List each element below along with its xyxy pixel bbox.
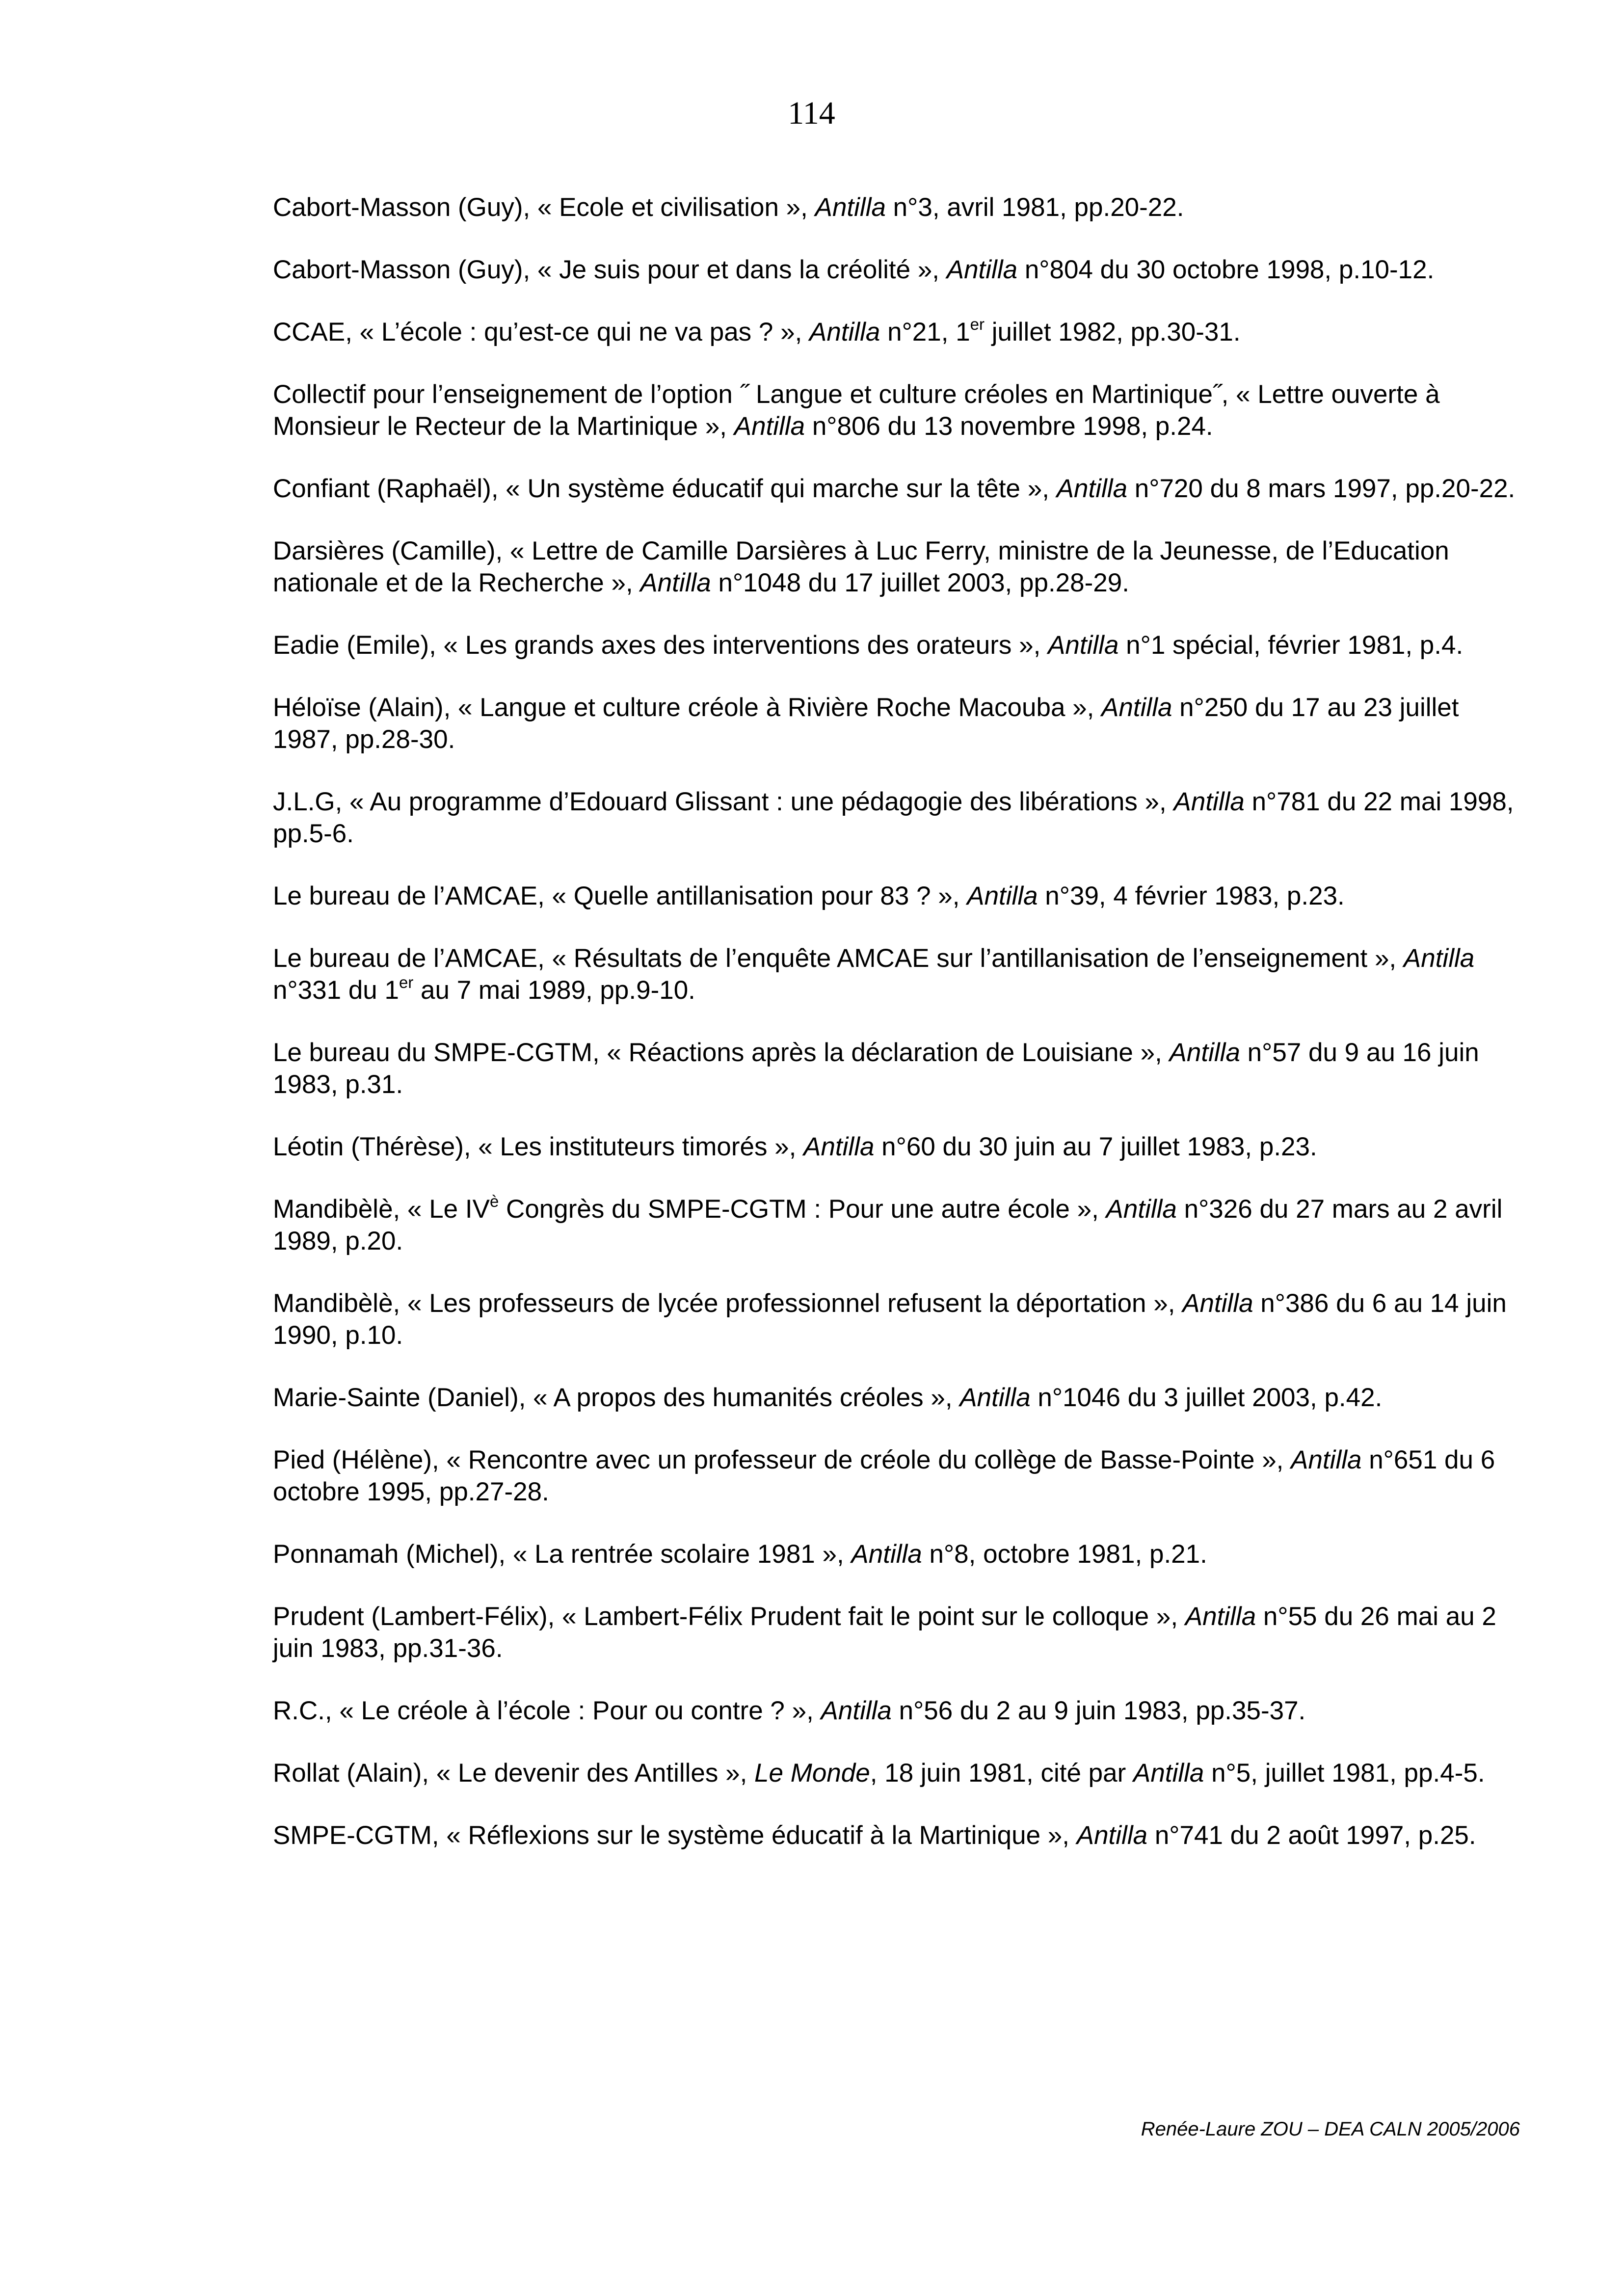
publication-title: Antilla — [1169, 1038, 1240, 1067]
bibliography-entry — [273, 1819, 1519, 1851]
bibliography-entry — [273, 1695, 1519, 1727]
publication-title: Antilla — [734, 412, 805, 441]
entry-text: Mandibèlè, « Les professeurs de lycée professionnel refusent la déportation », — [273, 1289, 1183, 1318]
bibliography-entry — [273, 629, 1519, 661]
bibliography-entry — [273, 1444, 1519, 1508]
publication-title: Antilla — [1056, 474, 1128, 503]
publication-title: Antilla — [1133, 1759, 1204, 1788]
entry-text: n°331 du 1 — [273, 976, 399, 1005]
bibliography-entry — [273, 1382, 1519, 1414]
entry-text: au 7 mai 1989, pp.9-10. — [413, 976, 695, 1005]
publication-title: Antilla — [1076, 1821, 1148, 1850]
entry-text: Léotin (Thérèse), « Les instituteurs timorés », — [273, 1132, 804, 1161]
entry-text: Collectif pour l’enseignement de l’option ˝ Langue et culture créoles en Martinique˝, « Lettre ouverte à Monsieur le Recteur de la Martinique », — [273, 380, 1440, 441]
entry-text: n°21, 1 — [880, 318, 970, 347]
entry-text: Marie-Sainte (Daniel), « A propos des humanités créoles », — [273, 1383, 960, 1412]
entry-text: SMPE-CGTM, « Réflexions sur le système éducatif à la Martinique », — [273, 1821, 1077, 1850]
entry-text: Héloïse (Alain), « Langue et culture créole à Rivière Roche Macouba », — [273, 693, 1102, 722]
page-number: 114 — [788, 95, 835, 131]
entry-text: Darsières (Camille), « Lettre de Camille Darsières à Luc Ferry, ministre de la Jeunesse, de l’Education nationale et de la Recherche », — [273, 536, 1449, 597]
publication-title: Le Monde — [754, 1759, 870, 1788]
publication-title: Antilla — [815, 193, 886, 222]
entry-text: n°326 du 27 mars au 2 avril 1989, p.20. — [273, 1195, 1503, 1255]
publication-title: Antilla — [1106, 1195, 1177, 1224]
entry-text: n°3, avril 1981, pp.20-22. — [885, 193, 1184, 222]
entry-text: n°1048 du 17 juillet 2003, pp.28-29. — [711, 568, 1129, 597]
publication-title: Antilla — [803, 1132, 875, 1161]
superscript: è — [489, 1192, 499, 1210]
entry-text: Mandibèlè, « Le IV — [273, 1195, 490, 1224]
entry-text: Confiant (Raphaël), « Un système éducatif qui marche sur la tête », — [273, 474, 1057, 503]
entry-text: Cabort-Masson (Guy), « Je suis pour et dans la créolité », — [273, 255, 947, 284]
entry-text: Cabort-Masson (Guy), « Ecole et civilisation », — [273, 193, 815, 222]
publication-title: Antilla — [851, 1540, 922, 1569]
bibliography-entry — [273, 1131, 1519, 1163]
entry-text: n°386 du 6 au 14 juin 1990, p.10. — [273, 1289, 1507, 1350]
entry-text: Rollat (Alain), « Le devenir des Antilles », — [273, 1759, 755, 1788]
bibliography-list — [273, 191, 1519, 1882]
publication-title: Antilla — [967, 881, 1038, 910]
entry-text: Le bureau du SMPE-CGTM, « Réactions après la déclaration de Louisiane », — [273, 1038, 1170, 1067]
entry-text: n°804 du 30 octobre 1998, p.10-12. — [1017, 255, 1435, 284]
entry-text: n°250 du 17 au 23 juillet 1987, pp.28-30. — [273, 693, 1459, 754]
bibliography-entry — [273, 1757, 1519, 1789]
bibliography-entry — [273, 254, 1519, 286]
superscript: er — [399, 973, 414, 991]
publication-title: Antilla — [946, 255, 1018, 284]
bibliography-entry — [273, 316, 1519, 348]
publication-title: Antilla — [1185, 1602, 1256, 1631]
entry-text: , 18 juin 1981, cité par — [870, 1759, 1134, 1788]
publication-title: Antilla — [821, 1696, 892, 1725]
entry-text: n°1 spécial, février 1981, p.4. — [1118, 631, 1463, 660]
entry-text: Congrès du SMPE-CGTM : Pour une autre école », — [499, 1195, 1106, 1224]
entry-text: Prudent (Lambert-Félix), « Lambert-Félix Prudent fait le point sur le colloque », — [273, 1602, 1185, 1631]
entry-text: R.C., « Le créole à l’école : Pour ou contre ? », — [273, 1696, 821, 1725]
publication-title: Antilla — [1101, 693, 1172, 722]
bibliography-entry — [273, 1601, 1519, 1664]
publication-title: Antilla — [959, 1383, 1031, 1412]
bibliography-entry — [273, 473, 1519, 505]
publication-title: Antilla — [640, 568, 711, 597]
entry-text: n°806 du 13 novembre 1998, p.24. — [805, 412, 1213, 441]
entry-text: n°781 du 22 mai 1998, pp.5-6. — [273, 787, 1514, 848]
bibliography-entry — [273, 1538, 1519, 1570]
entry-text: Le bureau de l’AMCAE, « Résultats de l’enquête AMCAE sur l’antillanisation de l’enseignement », — [273, 944, 1404, 973]
entry-text: Ponnamah (Michel), « La rentrée scolaire 1981 », — [273, 1540, 851, 1569]
entry-text: n°57 du 9 au 16 juin 1983, p.31. — [273, 1038, 1479, 1099]
page-footer: Renée-Laure ZOU – DEA CALN 2005/2006 — [1141, 2118, 1520, 2140]
entry-text: n°1046 du 3 juillet 2003, p.42. — [1030, 1383, 1383, 1412]
publication-title: Antilla — [1173, 787, 1245, 816]
entry-text: n°741 du 2 août 1997, p.25. — [1147, 1821, 1476, 1850]
bibliography-entry — [273, 692, 1519, 755]
bibliography-entry — [273, 191, 1519, 223]
entry-text: CCAE, « L’école : qu’est-ce qui ne va pas ? », — [273, 318, 810, 347]
bibliography-entry — [273, 786, 1519, 850]
bibliography-entry — [273, 378, 1519, 442]
bibliography-entry — [273, 880, 1519, 912]
entry-text: n°651 du 6 octobre 1995, pp.27-28. — [273, 1445, 1495, 1506]
entry-text: n°39, 4 février 1983, p.23. — [1038, 881, 1345, 910]
publication-title: Antilla — [1403, 944, 1475, 973]
bibliography-entry — [273, 1037, 1519, 1100]
entry-text: juillet 1982, pp.30-31. — [984, 318, 1241, 347]
entry-text: Pied (Hélène), « Rencontre avec un professeur de créole du collège de Basse-Pointe », — [273, 1445, 1291, 1474]
entry-text: Le bureau de l’AMCAE, « Quelle antillanisation pour 83 ? », — [273, 881, 967, 910]
publication-title: Antilla — [1048, 631, 1119, 660]
entry-text: n°56 du 2 au 9 juin 1983, pp.35-37. — [891, 1696, 1306, 1725]
bibliography-entry — [273, 1193, 1519, 1257]
entry-text: n°8, octobre 1981, p.21. — [922, 1540, 1207, 1569]
bibliography-entry — [273, 1287, 1519, 1351]
entry-text: n°5, juillet 1981, pp.4-5. — [1204, 1759, 1485, 1788]
publication-title: Antilla — [1291, 1445, 1362, 1474]
bibliography-entry — [273, 942, 1519, 1006]
entry-text: n°720 du 8 mars 1997, pp.20-22. — [1127, 474, 1516, 503]
publication-title: Antilla — [809, 318, 880, 347]
bibliography-entry — [273, 535, 1519, 599]
superscript: er — [970, 315, 985, 333]
entry-text: Eadie (Emile), « Les grands axes des interventions des orateurs », — [273, 631, 1048, 660]
entry-text: n°60 du 30 juin au 7 juillet 1983, p.23. — [874, 1132, 1317, 1161]
entry-text: J.L.G, « Au programme d’Edouard Glissant : une pédagogie des libérations », — [273, 787, 1174, 816]
publication-title: Antilla — [1182, 1289, 1253, 1318]
entry-text: n°55 du 26 mai au 2 juin 1983, pp.31-36. — [273, 1602, 1496, 1663]
